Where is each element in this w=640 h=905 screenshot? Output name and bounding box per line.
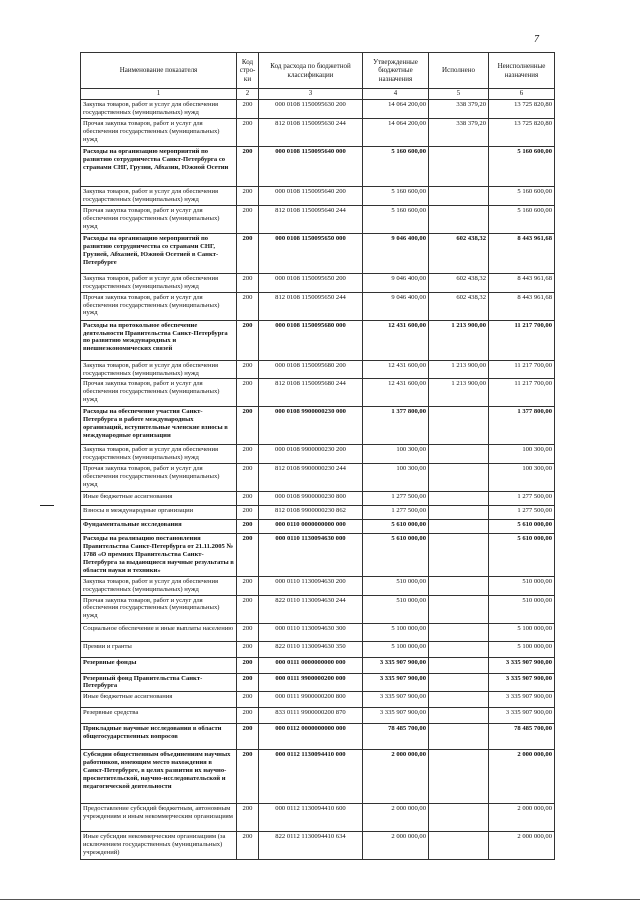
row-unexecuted-cell: 5 160 600,00 (489, 146, 555, 186)
row-name-cell: Прикладные научные исследования в области общегосударственных вопросов (81, 724, 237, 750)
table-row (81, 407, 555, 445)
row-executed-cell (429, 804, 489, 832)
row-line-code-cell: 200 (237, 205, 259, 233)
row-budget-code-cell: 000 0111 9900000200 800 (259, 692, 363, 708)
table-body (81, 100, 555, 860)
row-executed-cell (429, 623, 489, 641)
row-budget-code-cell: 000 0110 1130094630 300 (259, 623, 363, 641)
row-line-code-cell: 200 (237, 657, 259, 673)
table-row (81, 320, 555, 360)
row-budget-code-cell: 812 0108 1150095640 244 (259, 205, 363, 233)
row-executed-cell (429, 445, 489, 464)
row-name-cell: Взносы в международные организации (81, 506, 237, 520)
row-unexecuted-cell: 8 443 961,68 (489, 292, 555, 320)
row-name-cell: Резервные средства (81, 708, 237, 724)
page-number: 7 (534, 34, 539, 45)
row-name-cell: Резервные фонды (81, 657, 237, 673)
row-line-code-cell: 200 (237, 233, 259, 273)
row-approved-cell: 12 431 600,00 (363, 360, 429, 379)
row-unexecuted-cell: 5 610 000,00 (489, 534, 555, 577)
row-unexecuted-cell: 5 100 000,00 (489, 623, 555, 641)
row-line-code-cell: 200 (237, 407, 259, 445)
row-budget-code-cell: 000 0110 1130094630 200 (259, 576, 363, 595)
row-executed-cell: 602 438,32 (429, 292, 489, 320)
row-budget-code-cell: 000 0112 1130094410 000 (259, 750, 363, 804)
row-line-code-cell: 200 (237, 750, 259, 804)
row-unexecuted-cell: 1 277 500,00 (489, 492, 555, 506)
row-executed-cell: 602 438,32 (429, 233, 489, 273)
row-budget-code-cell: 000 0108 9900000230 800 (259, 492, 363, 506)
row-approved-cell: 5 610 000,00 (363, 534, 429, 577)
row-executed-cell (429, 750, 489, 804)
table-row (81, 233, 555, 273)
row-executed-cell (429, 520, 489, 534)
row-unexecuted-cell: 5 100 000,00 (489, 641, 555, 657)
row-approved-cell: 3 335 907 900,00 (363, 657, 429, 673)
row-approved-cell: 5 160 600,00 (363, 186, 429, 205)
table-row (81, 100, 555, 119)
row-line-code-cell: 200 (237, 692, 259, 708)
row-line-code-cell: 200 (237, 595, 259, 623)
row-approved-cell: 12 431 600,00 (363, 320, 429, 360)
row-approved-cell: 3 335 907 900,00 (363, 708, 429, 724)
row-executed-cell (429, 641, 489, 657)
table-row (81, 724, 555, 750)
header-name: Наименование показателя (81, 53, 237, 89)
row-name-cell: Закупка товаров, работ и услуг для обеспечения государственных (муниципальных) нужд (81, 100, 237, 119)
column-number: 6 (489, 89, 555, 100)
row-unexecuted-cell: 13 725 820,80 (489, 100, 555, 119)
table-row (81, 118, 555, 146)
row-executed-cell (429, 576, 489, 595)
row-executed-cell: 1 213 900,00 (429, 360, 489, 379)
row-budget-code-cell: 000 0112 1130094410 600 (259, 804, 363, 832)
row-line-code-cell: 200 (237, 186, 259, 205)
row-executed-cell: 338 379,20 (429, 118, 489, 146)
row-unexecuted-cell: 100 300,00 (489, 445, 555, 464)
row-executed-cell (429, 832, 489, 860)
row-approved-cell: 9 046 400,00 (363, 233, 429, 273)
table-row (81, 379, 555, 407)
table-row (81, 506, 555, 520)
row-approved-cell: 5 100 000,00 (363, 623, 429, 641)
row-approved-cell: 100 300,00 (363, 464, 429, 492)
row-unexecuted-cell: 510 000,00 (489, 576, 555, 595)
row-budget-code-cell: 000 0108 1150095680 200 (259, 360, 363, 379)
row-unexecuted-cell: 2 000 000,00 (489, 832, 555, 860)
column-number: 4 (363, 89, 429, 100)
row-unexecuted-cell: 3 335 907 900,00 (489, 673, 555, 692)
row-line-code-cell: 200 (237, 804, 259, 832)
row-approved-cell: 3 335 907 900,00 (363, 692, 429, 708)
row-name-cell: Расходы на реализацию постановления Правительства Санкт-Петербурга от 21.11.2005 № 1788 «О премиях Правительства Санкт-Петербурга за выдающиеся научные результаты в области науки и техники» (81, 534, 237, 577)
table-row (81, 464, 555, 492)
row-unexecuted-cell: 2 000 000,00 (489, 750, 555, 804)
row-budget-code-cell: 812 0108 9900000230 862 (259, 506, 363, 520)
row-approved-cell: 1 377 800,00 (363, 407, 429, 445)
row-name-cell: Резервный фонд Правительства Санкт-Петербурга (81, 673, 237, 692)
row-name-cell: Закупка товаров, работ и услуг для обеспечения государственных (муниципальных) нужд (81, 273, 237, 292)
row-line-code-cell: 200 (237, 118, 259, 146)
margin-mark (40, 505, 54, 506)
row-line-code-cell: 200 (237, 724, 259, 750)
row-line-code-cell: 200 (237, 520, 259, 534)
row-budget-code-cell: 000 0108 1150095640 200 (259, 186, 363, 205)
row-budget-code-cell: 822 0110 1130094630 350 (259, 641, 363, 657)
row-budget-code-cell: 812 0108 1150095650 244 (259, 292, 363, 320)
row-approved-cell: 510 000,00 (363, 576, 429, 595)
row-executed-cell: 338 379,20 (429, 100, 489, 119)
row-name-cell: Иные бюджетные ассигнования (81, 492, 237, 506)
row-executed-cell (429, 724, 489, 750)
row-line-code-cell: 200 (237, 708, 259, 724)
row-name-cell: Фундаментальные исследования (81, 520, 237, 534)
row-unexecuted-cell: 78 485 700,00 (489, 724, 555, 750)
table-row (81, 445, 555, 464)
row-name-cell: Расходы на организацию мероприятий по развитию сотрудничества Санкт-Петербурга со странами СНГ, Грузии, Абхазии, Южной Осетии (81, 146, 237, 186)
table-row (81, 673, 555, 692)
row-unexecuted-cell: 5 160 600,00 (489, 186, 555, 205)
row-budget-code-cell: 000 0111 9900000200 000 (259, 673, 363, 692)
row-name-cell: Иные субсидии некоммерческим организациям (за исключением государственных (муниципальных) учреждений) (81, 832, 237, 860)
row-budget-code-cell: 000 0108 1150095680 000 (259, 320, 363, 360)
row-unexecuted-cell: 1 377 800,00 (489, 407, 555, 445)
row-approved-cell: 100 300,00 (363, 445, 429, 464)
row-unexecuted-cell: 3 335 907 900,00 (489, 708, 555, 724)
row-executed-cell (429, 673, 489, 692)
table-row (81, 804, 555, 832)
row-name-cell: Прочая закупка товаров, работ и услуг для обеспечения государственных (муниципальных) нужд (81, 205, 237, 233)
row-line-code-cell: 200 (237, 464, 259, 492)
table-row (81, 623, 555, 641)
row-line-code-cell: 200 (237, 492, 259, 506)
row-line-code-cell: 200 (237, 292, 259, 320)
row-budget-code-cell: 000 0110 1130094630 000 (259, 534, 363, 577)
row-unexecuted-cell: 11 217 700,00 (489, 360, 555, 379)
row-name-cell: Прочая закупка товаров, работ и услуг для обеспечения государственных (муниципальных) нужд (81, 464, 237, 492)
row-approved-cell: 5 610 000,00 (363, 520, 429, 534)
row-line-code-cell: 200 (237, 445, 259, 464)
row-name-cell: Закупка товаров, работ и услуг для обеспечения государственных (муниципальных) нужд (81, 186, 237, 205)
row-budget-code-cell: 000 0108 1150095650 000 (259, 233, 363, 273)
row-name-cell: Субсидии общественным объединениям научных работников, имеющим место нахождения в Санкт-Петербурге, в целях развития их научно-просветительской, научно-исследовательской и педагогической деятельности (81, 750, 237, 804)
table-row (81, 273, 555, 292)
row-line-code-cell: 200 (237, 273, 259, 292)
header-unexecuted: Неисполненные назначения (489, 53, 555, 89)
row-approved-cell: 5 160 600,00 (363, 205, 429, 233)
row-name-cell: Прочая закупка товаров, работ и услуг для обеспечения государственных (муниципальных) нужд (81, 595, 237, 623)
row-line-code-cell: 200 (237, 673, 259, 692)
row-unexecuted-cell: 13 725 820,80 (489, 118, 555, 146)
table-row (81, 292, 555, 320)
row-budget-code-cell: 812 0108 1150095630 244 (259, 118, 363, 146)
header-approved: Утвержденные бюджетные назначения (363, 53, 429, 89)
row-unexecuted-cell: 5 160 600,00 (489, 205, 555, 233)
row-budget-code-cell: 000 0108 9900000230 000 (259, 407, 363, 445)
row-executed-cell (429, 492, 489, 506)
row-executed-cell (429, 692, 489, 708)
row-unexecuted-cell: 1 277 500,00 (489, 506, 555, 520)
row-name-cell: Расходы на организацию мероприятий по развитию сотрудничества со странами СНГ, Грузией, Абхазией, Южной Осетией в Санкт-Петербурге (81, 233, 237, 273)
column-number: 1 (81, 89, 237, 100)
row-budget-code-cell: 000 0108 1150095650 200 (259, 273, 363, 292)
row-approved-cell: 14 064 200,00 (363, 118, 429, 146)
page-bottom-rule (0, 899, 640, 900)
table-row (81, 750, 555, 804)
header-executed: Исполнено (429, 53, 489, 89)
budget-execution-table (80, 52, 555, 860)
table-row (81, 595, 555, 623)
row-unexecuted-cell: 11 217 700,00 (489, 379, 555, 407)
row-executed-cell: 602 438,32 (429, 273, 489, 292)
column-numbers-row (81, 89, 555, 100)
row-budget-code-cell: 833 0111 9900000200 870 (259, 708, 363, 724)
row-approved-cell: 5 100 000,00 (363, 641, 429, 657)
row-line-code-cell: 200 (237, 379, 259, 407)
table-row (81, 832, 555, 860)
row-unexecuted-cell: 510 000,00 (489, 595, 555, 623)
table-row (81, 492, 555, 506)
row-unexecuted-cell: 8 443 961,68 (489, 273, 555, 292)
row-approved-cell: 2 000 000,00 (363, 804, 429, 832)
row-budget-code-cell: 000 0108 9900000230 200 (259, 445, 363, 464)
row-executed-cell (429, 595, 489, 623)
row-name-cell: Иные бюджетные ассигнования (81, 692, 237, 708)
row-executed-cell (429, 506, 489, 520)
row-line-code-cell: 200 (237, 576, 259, 595)
row-budget-code-cell: 812 0108 1150095680 244 (259, 379, 363, 407)
row-budget-code-cell: 000 0108 1150095630 200 (259, 100, 363, 119)
column-number: 5 (429, 89, 489, 100)
row-approved-cell: 2 000 000,00 (363, 750, 429, 804)
row-executed-cell (429, 146, 489, 186)
table-row (81, 360, 555, 379)
row-name-cell: Расходы на обеспечение участия Санкт-Петербурга в работе международных организаций, вступительные членские взносы в международные организации (81, 407, 237, 445)
row-budget-code-cell: 822 0112 1130094410 634 (259, 832, 363, 860)
table-row (81, 692, 555, 708)
row-budget-code-cell: 000 0112 0000000000 000 (259, 724, 363, 750)
row-budget-code-cell: 822 0110 1130094630 244 (259, 595, 363, 623)
table-row (81, 657, 555, 673)
row-name-cell: Закупка товаров, работ и услуг для обеспечения государственных (муниципальных) нужд (81, 360, 237, 379)
row-unexecuted-cell: 2 000 000,00 (489, 804, 555, 832)
row-name-cell: Прочая закупка товаров, работ и услуг для обеспечения государственных (муниципальных) нужд (81, 292, 237, 320)
table-row (81, 534, 555, 577)
row-unexecuted-cell: 100 300,00 (489, 464, 555, 492)
row-name-cell: Прочая закупка товаров, работ и услуг для обеспечения государственных (муниципальных) нужд (81, 118, 237, 146)
row-name-cell: Закупка товаров, работ и услуг для обеспечения государственных (муниципальных) нужд (81, 445, 237, 464)
row-line-code-cell: 200 (237, 320, 259, 360)
row-line-code-cell: 200 (237, 146, 259, 186)
table-row (81, 186, 555, 205)
row-line-code-cell: 200 (237, 832, 259, 860)
row-approved-cell: 1 277 500,00 (363, 506, 429, 520)
table-row (81, 205, 555, 233)
table-row (81, 576, 555, 595)
row-executed-cell (429, 205, 489, 233)
table-row (81, 146, 555, 186)
row-approved-cell: 510 000,00 (363, 595, 429, 623)
row-budget-code-cell: 812 0108 9900000230 244 (259, 464, 363, 492)
row-line-code-cell: 200 (237, 506, 259, 520)
row-executed-cell: 1 213 900,00 (429, 379, 489, 407)
table-row (81, 520, 555, 534)
row-budget-code-cell: 000 0110 0000000000 000 (259, 520, 363, 534)
column-number: 3 (259, 89, 363, 100)
row-line-code-cell: 200 (237, 534, 259, 577)
table-row (81, 641, 555, 657)
row-line-code-cell: 200 (237, 360, 259, 379)
row-approved-cell: 2 000 000,00 (363, 832, 429, 860)
row-unexecuted-cell: 3 335 907 900,00 (489, 657, 555, 673)
row-name-cell: Расходы на протокольное обеспечение деятельности Правительства Санкт-Петербурга по развитию международных и внешнеэкономических связей (81, 320, 237, 360)
row-name-cell: Премии и гранты (81, 641, 237, 657)
row-budget-code-cell: 000 0111 0000000000 000 (259, 657, 363, 673)
row-approved-cell: 5 160 600,00 (363, 146, 429, 186)
row-unexecuted-cell: 8 443 961,68 (489, 233, 555, 273)
row-executed-cell (429, 534, 489, 577)
row-name-cell: Социальное обеспечение и иные выплаты населению (81, 623, 237, 641)
row-approved-cell: 9 046 400,00 (363, 273, 429, 292)
row-executed-cell (429, 186, 489, 205)
row-unexecuted-cell: 5 610 000,00 (489, 520, 555, 534)
row-approved-cell: 14 064 200,00 (363, 100, 429, 119)
row-executed-cell: 1 213 900,00 (429, 320, 489, 360)
row-approved-cell: 1 277 500,00 (363, 492, 429, 506)
header-line-code: Код стро-ки (237, 53, 259, 89)
row-approved-cell: 78 485 700,00 (363, 724, 429, 750)
column-number: 2 (237, 89, 259, 100)
row-approved-cell: 12 431 600,00 (363, 379, 429, 407)
row-executed-cell (429, 708, 489, 724)
row-unexecuted-cell: 3 335 907 900,00 (489, 692, 555, 708)
row-executed-cell (429, 657, 489, 673)
row-unexecuted-cell: 11 217 700,00 (489, 320, 555, 360)
row-approved-cell: 9 046 400,00 (363, 292, 429, 320)
row-line-code-cell: 200 (237, 623, 259, 641)
row-name-cell: Закупка товаров, работ и услуг для обеспечения государственных (муниципальных) нужд (81, 576, 237, 595)
row-executed-cell (429, 407, 489, 445)
row-line-code-cell: 200 (237, 641, 259, 657)
row-executed-cell (429, 464, 489, 492)
row-budget-code-cell: 000 0108 1150095640 000 (259, 146, 363, 186)
row-approved-cell: 3 335 907 900,00 (363, 673, 429, 692)
row-name-cell: Прочая закупка товаров, работ и услуг для обеспечения государственных (муниципальных) нужд (81, 379, 237, 407)
row-name-cell: Предоставление субсидий бюджетным, автономным учреждениям и иным некоммерческим организациям (81, 804, 237, 832)
header-budget-code: Код расхода по бюджетной классификации (259, 53, 363, 89)
row-line-code-cell: 200 (237, 100, 259, 119)
table-row (81, 708, 555, 724)
